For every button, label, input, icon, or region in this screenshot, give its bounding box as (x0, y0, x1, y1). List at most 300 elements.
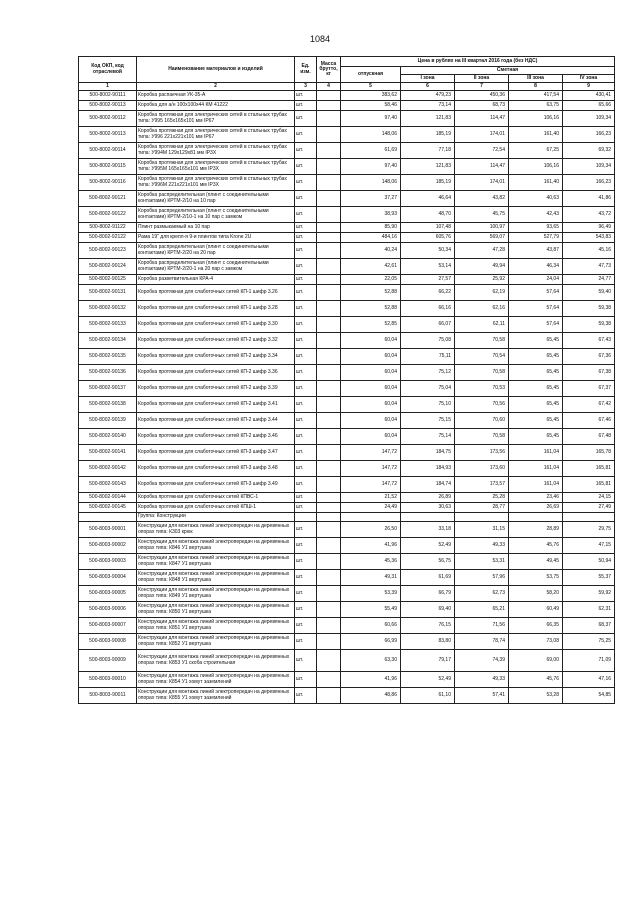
product-name: Коробка протяжная для слаботочных сетей КПШ-1 (137, 503, 295, 513)
header-price-title: Цена в рублях на III квартал 2016 года (без НДС) (341, 57, 615, 67)
price-zone-2: 57,96 (455, 570, 509, 586)
mass (317, 191, 341, 207)
price-zone-3: 161,04 (509, 445, 563, 461)
price-zone-1: 27,57 (401, 275, 455, 285)
header-smetnaya: Сметная (401, 67, 615, 75)
column-index: 9 (563, 83, 615, 91)
mass (317, 223, 341, 233)
price-otpusk: 148,06 (341, 175, 401, 191)
product-name: Коробка протяжная для электрических сетей в стальных трубах типа: У995 165х165х101 мм IP67 (137, 111, 295, 127)
unit: шт. (295, 634, 317, 650)
price-zone-1: 185,19 (401, 127, 455, 143)
product-name: Коробка протяжная для слаботочных сетей КП-2 шифр 3.41 (137, 397, 295, 413)
price-otpusk: 60,04 (341, 397, 401, 413)
unit: шт. (295, 175, 317, 191)
price-zone-2: 68,73 (455, 101, 509, 111)
price-zone-4: 67,46 (563, 413, 615, 429)
column-index: 5 (341, 83, 401, 91)
mass (317, 159, 341, 175)
price-zone-4: 65,66 (563, 101, 615, 111)
product-code: 500-8002-90141 (79, 445, 137, 461)
header-name: Наименование материалов и изделий (137, 57, 295, 83)
price-zone-1: 184,93 (401, 461, 455, 477)
price-zone-2: 114,47 (455, 111, 509, 127)
price-zone-1: 479,23 (401, 91, 455, 101)
product-name: Коробка протяжная для слаботочных сетей КП-1 шифр 3.26 (137, 285, 295, 301)
table-row (79, 191, 615, 207)
table-row (79, 285, 615, 301)
price-zone-3: 106,16 (509, 111, 563, 127)
table-row (79, 381, 615, 397)
table-row (79, 522, 615, 538)
price-otpusk: 85,90 (341, 223, 401, 233)
mass (317, 317, 341, 333)
table-row (79, 602, 615, 618)
price-zone-3: 161,40 (509, 127, 563, 143)
price-zone-2: 28,77 (455, 503, 509, 513)
table-cell-empty (401, 513, 455, 522)
table-row (79, 538, 615, 554)
table-cell-empty (317, 513, 341, 522)
price-zone-4: 67,48 (563, 429, 615, 445)
price-zone-1: 184,74 (401, 477, 455, 493)
unit: шт. (295, 333, 317, 349)
table-row (79, 672, 615, 688)
product-name: Коробка протяжная для слаботочных сетей КП-2 шифр 3.46 (137, 429, 295, 445)
unit: шт. (295, 688, 317, 704)
price-zone-4: 69,32 (563, 143, 615, 159)
price-zone-2: 65,21 (455, 602, 509, 618)
product-code: 500-8002-90145 (79, 503, 137, 513)
unit: шт. (295, 111, 317, 127)
product-code: 500-8002-90122 (79, 207, 137, 223)
price-otpusk: 147,72 (341, 477, 401, 493)
product-name: Коробка протяжная для слаботочных сетей КП-2 шифр 3.39 (137, 381, 295, 397)
price-zone-4: 75,25 (563, 634, 615, 650)
price-otpusk: 147,72 (341, 445, 401, 461)
price-zone-1: 66,16 (401, 301, 455, 317)
price-zone-4: 59,40 (563, 285, 615, 301)
price-zone-4: 109,34 (563, 111, 615, 127)
price-otpusk: 61,69 (341, 143, 401, 159)
table-row (79, 445, 615, 461)
price-zone-2: 70,60 (455, 413, 509, 429)
price-zone-3: 60,49 (509, 602, 563, 618)
price-zone-1: 33,18 (401, 522, 455, 538)
price-zone-1: 75,04 (401, 381, 455, 397)
table-row (79, 586, 615, 602)
price-zone-1: 52,49 (401, 672, 455, 688)
product-code: 500-8002-90142 (79, 461, 137, 477)
product-name: Конструкции для монтажа линий электропередач на деревянных опорах типа: К849 У1 вертушка (137, 586, 295, 602)
table-cell-empty (341, 513, 401, 522)
price-zone-3: 69,00 (509, 650, 563, 672)
table-row (79, 429, 615, 445)
table-row (79, 477, 615, 493)
price-zone-3: 42,43 (509, 207, 563, 223)
price-zone-2: 450,36 (455, 91, 509, 101)
price-otpusk: 21,52 (341, 493, 401, 503)
price-zone-4: 166,23 (563, 127, 615, 143)
unit: шт. (295, 461, 317, 477)
mass (317, 381, 341, 397)
header-code: Код ОКП, код отраслевой (79, 57, 137, 83)
price-zone-3: 26,69 (509, 503, 563, 513)
price-zone-1: 75,08 (401, 333, 455, 349)
product-name: Коробка протяжная для слаботочных сетей КП-2 шифр 3.44 (137, 413, 295, 429)
table-row (79, 243, 615, 259)
price-zone-4: 543,83 (563, 233, 615, 243)
price-zone-3: 57,64 (509, 317, 563, 333)
product-code: 500-8002-90136 (79, 365, 137, 381)
product-name: Коробка протяжная для слаботочных сетей КП-2 шифр 3.32 (137, 333, 295, 349)
price-otpusk: 55,49 (341, 602, 401, 618)
table-row (79, 159, 615, 175)
price-otpusk: 60,04 (341, 381, 401, 397)
price-zone-4: 47,16 (563, 672, 615, 688)
header-zone: I зона (401, 75, 455, 83)
price-zone-1: 83,80 (401, 634, 455, 650)
header-otpusk: отпускная (341, 67, 401, 83)
price-otpusk: 37,27 (341, 191, 401, 207)
price-otpusk: 60,04 (341, 429, 401, 445)
price-zone-1: 50,34 (401, 243, 455, 259)
price-zone-1: 73,14 (401, 101, 455, 111)
table-row (79, 101, 615, 111)
price-otpusk: 45,36 (341, 554, 401, 570)
table-cell-empty (79, 513, 137, 522)
header-zone: IV зона (563, 75, 615, 83)
price-zone-4: 430,41 (563, 91, 615, 101)
table-header (79, 57, 615, 91)
price-zone-3: 67,25 (509, 143, 563, 159)
price-otpusk: 60,04 (341, 365, 401, 381)
price-zone-4: 50,94 (563, 554, 615, 570)
product-code: 500-8003-90002 (79, 538, 137, 554)
price-zone-4: 43,72 (563, 207, 615, 223)
product-code: 500-8002-90135 (79, 349, 137, 365)
price-zone-2: 174,01 (455, 175, 509, 191)
price-zone-3: 45,76 (509, 672, 563, 688)
price-zone-1: 61,69 (401, 570, 455, 586)
mass (317, 493, 341, 503)
price-zone-2: 173,56 (455, 445, 509, 461)
table-row (79, 570, 615, 586)
unit: шт. (295, 413, 317, 429)
mass (317, 397, 341, 413)
product-code: 500-8003-90005 (79, 586, 137, 602)
product-code: 500-8002-92122 (79, 233, 137, 243)
price-zone-3: 57,64 (509, 301, 563, 317)
mass (317, 477, 341, 493)
price-zone-4: 71,09 (563, 650, 615, 672)
unit: шт. (295, 243, 317, 259)
table-cell-empty (295, 513, 317, 522)
price-zone-3: 45,76 (509, 538, 563, 554)
unit: шт. (295, 365, 317, 381)
product-name: Рама 19" для крепл-я 9-и плинтов типа Krone 2U (137, 233, 295, 243)
unit: шт. (295, 570, 317, 586)
unit: шт. (295, 259, 317, 275)
price-zone-2: 569,07 (455, 233, 509, 243)
price-zone-4: 24,15 (563, 493, 615, 503)
table-row (79, 259, 615, 275)
price-zone-3: 66,35 (509, 618, 563, 634)
price-otpusk: 60,66 (341, 618, 401, 634)
product-name: Конструкции для монтажа линий электропередач на деревянных опорах типа: К846 У1 вертушка (137, 538, 295, 554)
unit: шт. (295, 301, 317, 317)
mass (317, 554, 341, 570)
header-zone: III зона (509, 75, 563, 83)
price-zone-2: 71,56 (455, 618, 509, 634)
mass (317, 445, 341, 461)
mass (317, 365, 341, 381)
product-name: Коробка протяжная для слаботочных сетей КП-3 шифр 3.48 (137, 461, 295, 477)
mass (317, 429, 341, 445)
unit: шт. (295, 586, 317, 602)
mass (317, 101, 341, 111)
mass (317, 650, 341, 672)
column-index: 3 (295, 83, 317, 91)
mass (317, 301, 341, 317)
mass (317, 586, 341, 602)
price-table (78, 56, 615, 704)
column-index: 4 (317, 83, 341, 91)
price-zone-2: 78,74 (455, 634, 509, 650)
unit: шт. (295, 477, 317, 493)
mass (317, 602, 341, 618)
header-unit: Ед. изм. (295, 57, 317, 83)
price-zone-1: 66,79 (401, 586, 455, 602)
table-cell-empty (563, 513, 615, 522)
unit: шт. (295, 275, 317, 285)
price-zone-2: 57,41 (455, 688, 509, 704)
unit: шт. (295, 672, 317, 688)
unit: шт. (295, 317, 317, 333)
price-zone-4: 45,16 (563, 243, 615, 259)
product-code: 500-8002-90143 (79, 477, 137, 493)
price-otpusk: 53,39 (341, 586, 401, 602)
price-zone-2: 114,47 (455, 159, 509, 175)
price-zone-3: 161,04 (509, 461, 563, 477)
price-zone-4: 41,86 (563, 191, 615, 207)
price-zone-1: 52,49 (401, 538, 455, 554)
price-zone-3: 65,45 (509, 365, 563, 381)
unit: шт. (295, 223, 317, 233)
mass (317, 538, 341, 554)
price-zone-4: 47,73 (563, 259, 615, 275)
mass (317, 243, 341, 259)
table-row (79, 333, 615, 349)
price-zone-2: 53,31 (455, 554, 509, 570)
product-name: Коробка разветвительная КРА-4 (137, 275, 295, 285)
column-index: 2 (137, 83, 295, 91)
product-code: 500-8003-90007 (79, 618, 137, 634)
table-row (79, 688, 615, 704)
mass (317, 461, 341, 477)
product-name: Конструкции для монтажа линий электропередач на деревянных опорах типа: К303 крюк (137, 522, 295, 538)
product-name: Коробка протяжная для слаботочных сетей КП-1 шифр 3.30 (137, 317, 295, 333)
price-zone-3: 28,89 (509, 522, 563, 538)
price-otpusk: 48,86 (341, 688, 401, 704)
price-zone-2: 62,16 (455, 301, 509, 317)
price-zone-2: 49,33 (455, 672, 509, 688)
price-zone-4: 165,81 (563, 477, 615, 493)
price-zone-1: 76,15 (401, 618, 455, 634)
price-zone-4: 165,81 (563, 461, 615, 477)
price-zone-2: 70,56 (455, 397, 509, 413)
table-row (79, 397, 615, 413)
mass (317, 207, 341, 223)
product-code: 500-8002-90114 (79, 143, 137, 159)
price-zone-3: 65,45 (509, 381, 563, 397)
price-zone-4: 68,37 (563, 618, 615, 634)
table-row (79, 461, 615, 477)
price-zone-1: 121,83 (401, 159, 455, 175)
price-zone-2: 70,58 (455, 333, 509, 349)
column-index-row (79, 83, 615, 91)
mass (317, 522, 341, 538)
unit: шт. (295, 538, 317, 554)
price-zone-1: 53,14 (401, 259, 455, 275)
mass (317, 688, 341, 704)
column-index: 8 (509, 83, 563, 91)
mass (317, 413, 341, 429)
price-zone-1: 66,07 (401, 317, 455, 333)
product-name: Коробка протяжная для электрических сетей в стальных трубах типа: У995М 165х165х101 мм IP3Х (137, 159, 295, 175)
price-zone-4: 47,15 (563, 538, 615, 554)
unit: шт. (295, 397, 317, 413)
price-zone-1: 75,15 (401, 413, 455, 429)
price-zone-3: 106,16 (509, 159, 563, 175)
price-zone-2: 70,54 (455, 349, 509, 365)
product-code: 500-8002-90134 (79, 333, 137, 349)
price-otpusk: 26,50 (341, 522, 401, 538)
price-zone-1: 107,48 (401, 223, 455, 233)
product-code: 500-8002-90113 (79, 127, 137, 143)
price-zone-2: 174,01 (455, 127, 509, 143)
price-zone-4: 67,37 (563, 381, 615, 397)
table-body (79, 91, 615, 704)
unit: шт. (295, 429, 317, 445)
price-otpusk: 41,96 (341, 672, 401, 688)
price-zone-4: 59,92 (563, 586, 615, 602)
price-zone-1: 75,14 (401, 429, 455, 445)
price-zone-3: 24,04 (509, 275, 563, 285)
table-row (79, 493, 615, 503)
unit: шт. (295, 493, 317, 503)
mass (317, 175, 341, 191)
mass (317, 233, 341, 243)
product-name: Коробка протяжная для слаботочных сетей КП-1 шифр 3.28 (137, 301, 295, 317)
product-code: 500-8002-90121 (79, 191, 137, 207)
product-name: Коробка для а/н 100х100х44 КМ 41222 (137, 101, 295, 111)
price-zone-4: 166,23 (563, 175, 615, 191)
price-zone-2: 74,39 (455, 650, 509, 672)
price-zone-3: 65,45 (509, 413, 563, 429)
price-zone-3: 53,75 (509, 570, 563, 586)
price-zone-3: 57,64 (509, 285, 563, 301)
price-zone-2: 100,97 (455, 223, 509, 233)
price-zone-3: 63,75 (509, 101, 563, 111)
price-zone-1: 66,22 (401, 285, 455, 301)
product-code: 500-8002-90124 (79, 259, 137, 275)
unit: шт. (295, 91, 317, 101)
group-row (79, 513, 615, 522)
mass (317, 570, 341, 586)
price-zone-3: 46,34 (509, 259, 563, 275)
product-code: 500-8003-90006 (79, 602, 137, 618)
price-zone-3: 417,54 (509, 91, 563, 101)
price-zone-1: 69,40 (401, 602, 455, 618)
price-zone-4: 67,42 (563, 397, 615, 413)
product-code: 500-8002-90131 (79, 285, 137, 301)
table-row (79, 143, 615, 159)
price-zone-4: 27,49 (563, 503, 615, 513)
mass (317, 259, 341, 275)
price-zone-4: 59,38 (563, 317, 615, 333)
price-zone-2: 49,33 (455, 538, 509, 554)
product-code: 500-8003-90003 (79, 554, 137, 570)
unit: шт. (295, 554, 317, 570)
product-code: 500-8003-90011 (79, 688, 137, 704)
unit: шт. (295, 349, 317, 365)
product-code: 500-8002-91122 (79, 223, 137, 233)
price-zone-3: 23,46 (509, 493, 563, 503)
price-zone-4: 62,31 (563, 602, 615, 618)
product-name: Конструкции для монтажа линий электропередач на деревянных опорах типа: К847 У1 вертушка (137, 554, 295, 570)
price-otpusk: 22,05 (341, 275, 401, 285)
price-zone-2: 49,94 (455, 259, 509, 275)
price-otpusk: 383,62 (341, 91, 401, 101)
price-otpusk: 52,85 (341, 317, 401, 333)
price-zone-4: 24,77 (563, 275, 615, 285)
table-row (79, 127, 615, 143)
product-code: 500-8002-90125 (79, 275, 137, 285)
mass (317, 143, 341, 159)
mass (317, 503, 341, 513)
unit: шт. (295, 101, 317, 111)
mass (317, 111, 341, 127)
price-zone-3: 65,45 (509, 397, 563, 413)
table-row (79, 618, 615, 634)
product-name: Коробка протяжная для электрических сетей в стальных трубах типа: У994М 129х129х81 мм IP3Х (137, 143, 295, 159)
unit: шт. (295, 191, 317, 207)
product-code: 500-8003-90001 (79, 522, 137, 538)
product-name: Конструкции для монтажа линий электропередач на деревянных опорах типа: К850 У1 вертушка (137, 602, 295, 618)
price-zone-1: 77,18 (401, 143, 455, 159)
product-code: 500-8002-90140 (79, 429, 137, 445)
price-zone-3: 161,40 (509, 175, 563, 191)
unit: шт. (295, 285, 317, 301)
price-zone-3: 43,87 (509, 243, 563, 259)
price-zone-1: 48,70 (401, 207, 455, 223)
price-otpusk: 52,88 (341, 285, 401, 301)
table-row (79, 317, 615, 333)
price-zone-2: 70,53 (455, 381, 509, 397)
table-row (79, 349, 615, 365)
product-code: 500-8002-90116 (79, 175, 137, 191)
price-zone-1: 75,12 (401, 365, 455, 381)
header-zone: II зона (455, 75, 509, 83)
unit: шт. (295, 650, 317, 672)
table-row (79, 503, 615, 513)
price-zone-2: 25,28 (455, 493, 509, 503)
price-otpusk: 24,49 (341, 503, 401, 513)
product-code: 500-8002-90137 (79, 381, 137, 397)
product-name: Конструкции для монтажа линий электропередач на деревянных опорах типа: К855 У1 хомут заземлений (137, 688, 295, 704)
mass (317, 333, 341, 349)
